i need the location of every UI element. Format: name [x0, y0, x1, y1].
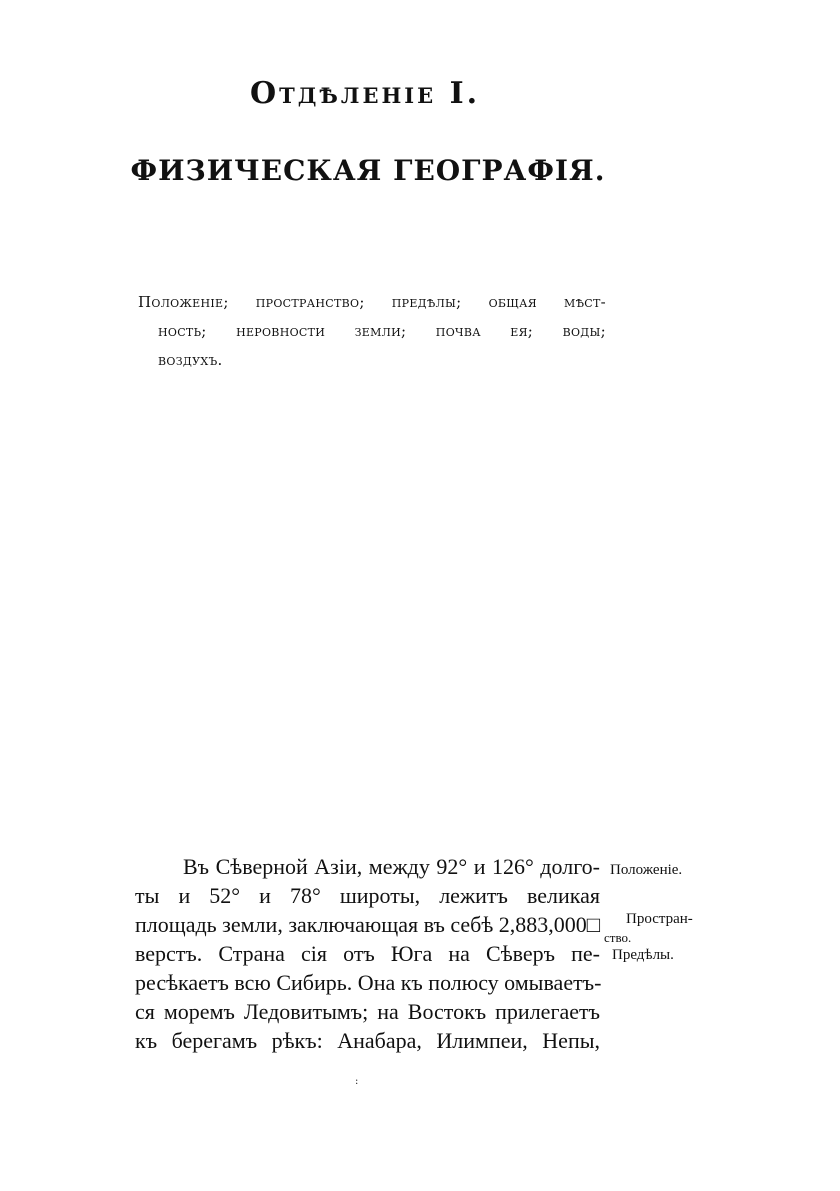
- summary-line: воздухъ.: [158, 351, 223, 369]
- body-line: верстъ. Страна сія отъ Юга на Сѣверъ пе-: [135, 941, 600, 966]
- body-line: ресѣкаетъ всю Сибирь. Она къ полюсу омываетъ-: [135, 970, 602, 995]
- catchword-mark: :: [355, 1076, 359, 1087]
- margin-note-space-continued: ство.: [604, 930, 632, 945]
- section-heading: Отдѣленіе I.: [249, 76, 481, 111]
- summary-line: Положеніе; пространство; предѣлы; общая мѣст-: [138, 293, 606, 311]
- summary-line: ность; неровности земли; почва ея; воды;: [158, 322, 606, 340]
- margin-note-limits: Предѣлы.: [612, 947, 674, 963]
- margin-note-space: Простран-: [626, 911, 693, 927]
- body-line: къ берегамъ рѣкъ: Анабара, Илимпеи, Непы,: [135, 1028, 600, 1053]
- body-line: площадь земли, заключающая въ себѣ 2,883,000□: [135, 912, 601, 937]
- chapter-title: ФИЗИЧЕСКАЯ ГЕОГРАФІЯ.: [130, 154, 606, 187]
- chapter-summary: [138, 288, 606, 375]
- body-paragraph: [135, 852, 600, 1055]
- body-line: ты и 52° и 78° широты, лежитъ великая: [135, 883, 600, 908]
- margin-note-position: Положеніе.: [610, 862, 683, 878]
- body-line: Въ Сѣверной Азіи, между 92° и 126° долго-: [183, 854, 600, 879]
- body-line: ся моремъ Ледовитымъ; на Востокъ прилегаетъ: [135, 999, 600, 1024]
